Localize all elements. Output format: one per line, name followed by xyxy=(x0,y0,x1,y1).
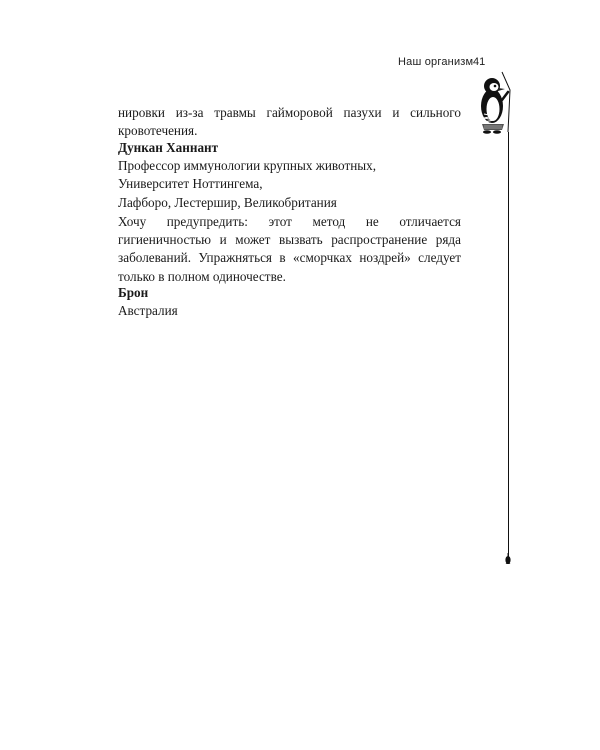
author-name: Брон xyxy=(118,285,149,300)
letter-signature-2 xyxy=(118,284,461,320)
fishing-line xyxy=(508,132,509,560)
fish-icon xyxy=(501,552,515,566)
author-name: Дункан Ханнант xyxy=(118,140,219,155)
penguin-fishing-icon xyxy=(472,66,516,138)
running-head-title: Наш организм xyxy=(398,56,474,68)
body-paragraph: Хочу предупредить: этот метод не отличается гигиеничностью и может вызвать распространение ряда заболеваний. Упражняться в «сморчках ноздрей» следует только в полном одиночестве. xyxy=(118,214,461,284)
author-affiliation: Профессор иммунологии крупных животных, Университет Ноттингема, Лафборо, Лестершир, Великобритания xyxy=(118,158,377,210)
continuation-paragraph: нировки из-за травмы гайморовой пазухи и сильного кровотечения. xyxy=(118,105,461,139)
continuation-text-block xyxy=(118,104,461,140)
author-location: Австралия xyxy=(118,303,178,319)
letter-body-2 xyxy=(118,213,461,286)
page-number: 41 xyxy=(473,56,486,68)
letter-signature-1 xyxy=(118,139,461,212)
